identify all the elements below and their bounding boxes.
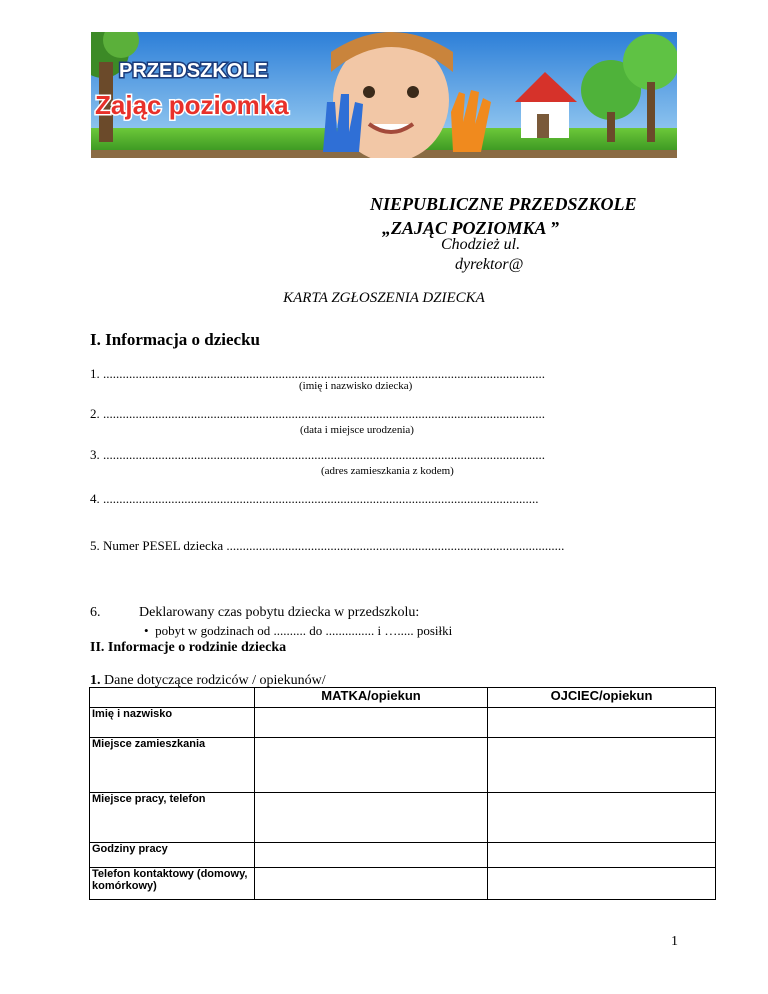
father-residence-cell[interactable] <box>488 738 716 793</box>
field-pesel[interactable]: 5. Numer PESEL dziecka ........................................................................................................ <box>90 538 565 553</box>
school-name-line1: NIEPUBLICZNE PRZEDSZKOLE <box>370 194 637 214</box>
header-empty-cell <box>90 688 255 708</box>
caption-child-name: (imię i nazwisko dziecka) <box>299 380 413 392</box>
row-label-name: Imię i nazwisko <box>90 708 255 738</box>
school-email: dyrektor@ <box>455 256 524 273</box>
subheading-number: 1. <box>90 673 101 688</box>
mother-phone-cell[interactable] <box>255 868 488 900</box>
row-label-hours: Godziny pracy <box>90 843 255 868</box>
father-phone-cell[interactable] <box>488 868 716 900</box>
header-father: OJCIEC/opiekun <box>488 688 716 708</box>
field-child-name[interactable]: 1. ........................................................................................................................................ <box>90 366 545 381</box>
caption-birth-date-place: (data i miejsce urodzenia) <box>300 424 414 436</box>
table-row <box>90 738 716 793</box>
declaration-number: 6. <box>90 605 101 620</box>
table-row <box>90 868 716 900</box>
mother-hours-cell[interactable] <box>255 843 488 868</box>
banner-illustration <box>91 32 677 158</box>
section-child-info-heading: I. Informacja o dziecku <box>90 330 260 349</box>
field-item-4[interactable]: 4. ...................................................................................................................................... <box>90 491 539 506</box>
field-birth-date-place[interactable]: 2. ........................................................................................................................................ <box>90 406 545 421</box>
row-label-phone: Telefon kontaktowy (domowy, komórkowy) <box>90 868 255 900</box>
parents-table <box>89 687 716 900</box>
banner-line2: Zając poziomka <box>95 90 289 120</box>
table-header-row <box>90 688 716 708</box>
page-number: 1 <box>671 934 678 949</box>
document-title: KARTA ZGŁOSZENIA DZIECKA <box>283 290 485 306</box>
bullet-text: pobyt w godzinach od .......... do ............... i …..... posiłki <box>155 623 453 638</box>
father-workplace-cell[interactable] <box>488 793 716 843</box>
section-family-info-heading: II. Informacje o rodzinie dziecka <box>90 640 287 655</box>
mother-name-cell[interactable] <box>255 708 488 738</box>
row-label-workplace: Miejsce pracy, telefon <box>90 793 255 843</box>
kindergarten-banner <box>91 32 677 158</box>
father-name-cell[interactable] <box>488 708 716 738</box>
father-hours-cell[interactable] <box>488 843 716 868</box>
header-mother: MATKA/opiekun <box>255 688 488 708</box>
declaration-bullet[interactable] <box>144 623 452 639</box>
mother-residence-cell[interactable] <box>255 738 488 793</box>
school-name-line2: „ZAJĄC POZIOMKA ” <box>382 218 560 238</box>
field-address[interactable]: 3. ........................................................................................................................................ <box>90 447 545 462</box>
table-row <box>90 708 716 738</box>
bullet-icon: • <box>144 623 156 638</box>
table-row <box>90 843 716 868</box>
mother-workplace-cell[interactable] <box>255 793 488 843</box>
row-label-residence: Miejsce zamieszkania <box>90 738 255 793</box>
table-row <box>90 793 716 843</box>
declaration-text: Deklarowany czas pobytu dziecka w przedszkolu: <box>139 605 420 620</box>
school-address: Chodzież ul. <box>441 236 521 253</box>
banner-line1: PRZEDSZKOLE <box>119 60 268 82</box>
caption-address: (adres zamieszkania z kodem) <box>321 465 454 477</box>
subheading-text: Dane dotyczące rodziców / opiekunów/ <box>100 673 326 688</box>
